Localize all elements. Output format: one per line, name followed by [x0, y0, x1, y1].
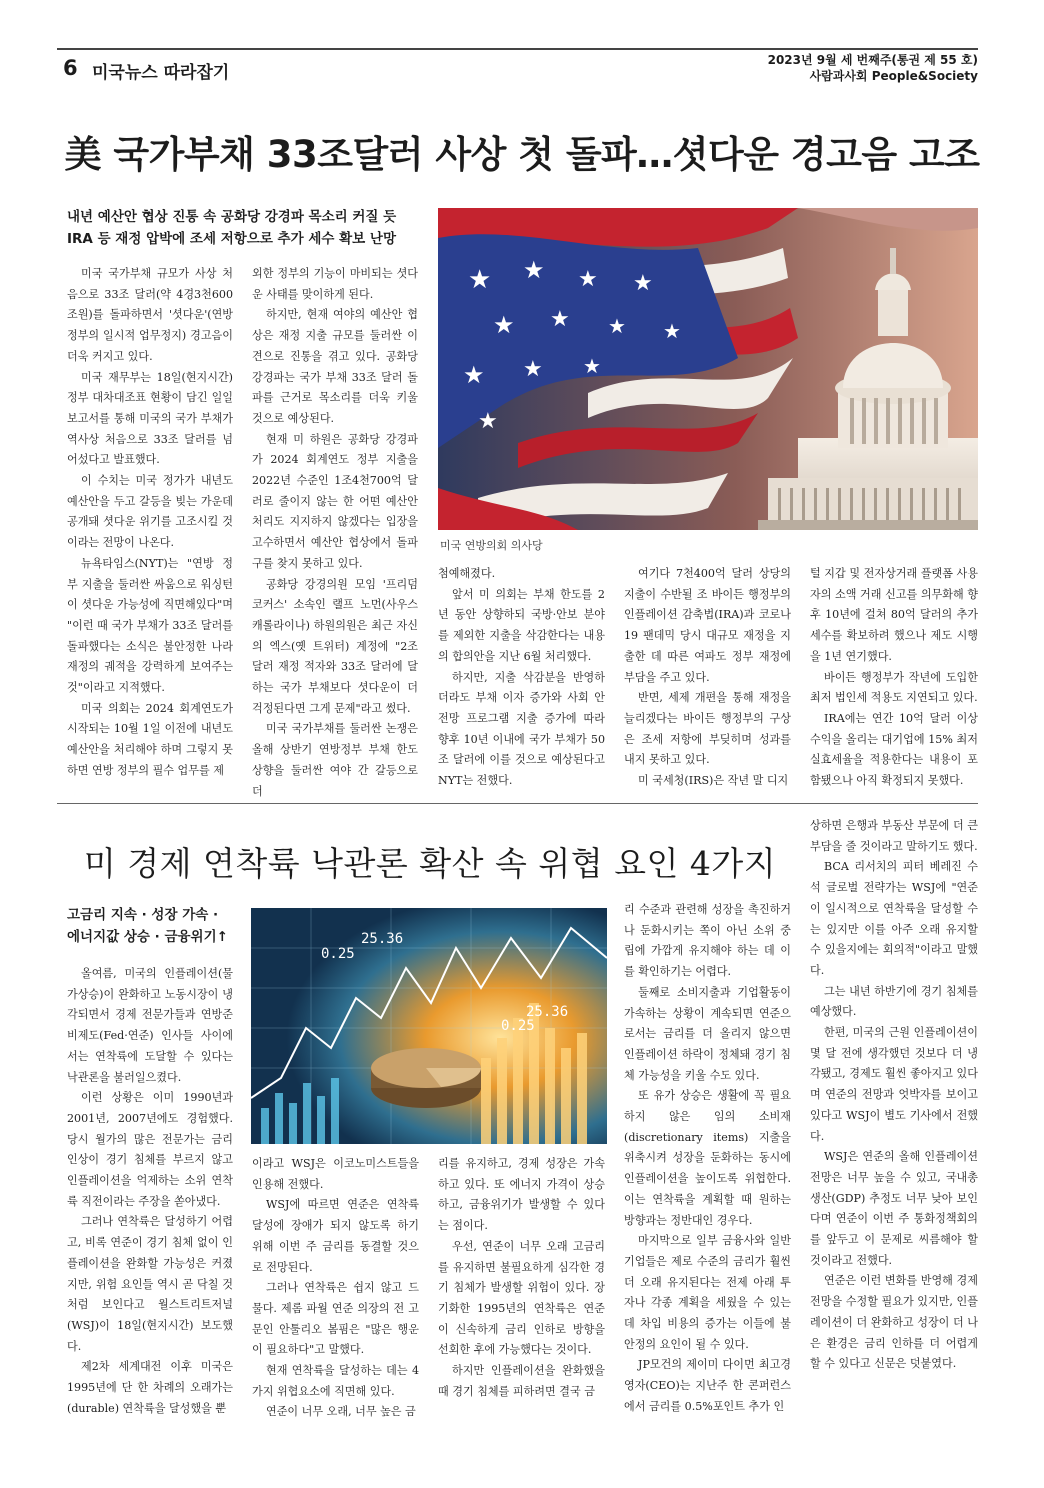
paragraph: 앞서 미 의회는 부채 한도를 2년 동안 상향하되 국방·안보 분야를 제외한 지출을 삭감한다는 내용의 합의안을 지난 6월 처리했다. — [438, 587, 605, 663]
paragraph: 리를 유지하고, 경제 성장은 가속하고 있다. 또 에너지 가격이 상승하고, 금융위기가 발생할 수 있다는 점이다. — [438, 1157, 605, 1233]
chart-number-3: 25.36 — [526, 1004, 569, 1020]
paragraph: 외한 정부의 기능이 마비되는 셧다운 사태를 맞이하게 된다. — [252, 267, 418, 301]
paragraph: 한편, 미국의 근원 인플레이션이 몇 달 전에 생각했던 것보다 더 냉각됐고, 경제도 훨씬 좋아지고 있다며 연준의 전망과 엇박자를 보이고 있다고 WSJ이 별도 기사에서 전했다. — [810, 1026, 978, 1143]
paragraph: 하지만 인플레이션을 완화했을 때 경기 침체를 피하려면 결국 금 — [438, 1364, 605, 1398]
svg-text:★: ★ — [608, 314, 626, 338]
paragraph: BCA 리서치의 피터 베레진 수석 글로벌 전략가는 WSJ에 "연준이 일시적으로 연착륙을 달성할 수는 있지만 이를 아주 오래 유지할 수 있을지에는 회의적"이라고 말했다. — [810, 860, 978, 977]
svg-text:★: ★ — [523, 256, 545, 284]
svg-text:★: ★ — [633, 271, 653, 296]
svg-text:★: ★ — [523, 357, 543, 382]
chart-number-4: 0.25 — [501, 1018, 535, 1034]
paragraph: 연준은 이런 변화를 반영해 경제 전망을 수정할 필요가 있지만, 인플레이션이 더 완화하고 성장이 더 나은 환경은 금리 인하를 더 어렵게 할 수 있다고 신문은 덧붙였다. — [810, 1274, 978, 1371]
paragraph: WSJ은 연준의 올해 인플레이션 전망은 너무 높을 수 있고, 국내총생산(GDP) 추정도 너무 낮아 보인다며 연준이 이번 주 통화정책회의를 앞두고 이 문제로 씨름해야 할 것이라고 전했다. — [810, 1150, 978, 1267]
svg-text:★: ★ — [583, 354, 601, 378]
article2-column-1 — [67, 964, 233, 1466]
photo-caption: 미국 연방의회 의사당 — [440, 539, 543, 552]
finance-chart-illustration — [251, 908, 607, 1144]
paragraph: 또 유가 상승은 생활에 꼭 필요하지 않은 임의 소비재(discretionary items) 지출을 위축시켜 성장을 둔화하는 동시에 인플레이션을 높이도록 위협한다. 이는 연착륙을 계획할 때 원하는 방향과는 정반대인 경우다. — [624, 1089, 791, 1227]
paragraph: 우선, 연준이 너무 오래 고금리를 유지하면 불필요하게 심각한 경기 침체가 발생할 위험이 있다. 장기화한 1995년의 연착륙은 연준이 신속하게 금리 인하로 방향을 선회한 후에 가능했다는 것이다. — [438, 1239, 605, 1357]
paragraph: 올여름, 미국의 인플레이션(물가상승)이 완화하고 노동시장이 냉각되면서 경제 전문가들과 연방준비제도(Fed·연준) 인사들 사이에서는 연착륙에 도달할 수 있다는 낙관론을 불러일으켰다. — [67, 967, 233, 1084]
article2-column-5 — [810, 816, 978, 1466]
article2-subheads — [67, 904, 247, 948]
page-number: 6 — [63, 56, 78, 80]
paragraph: 현재 미 하원은 공화당 강경파가 2024 회계연도 정부 지출을 2022년 수준인 1조4천700억 달러로 줄이지 않는 한 어떤 예산안 처리도 지지하지 않겠다는 입장을 고수하면서 예산안 협상에서 돌파구를 찾지 못하고 있다. — [252, 432, 418, 570]
paragraph: 하지만, 지출 삭감분을 반영하더라도 부채 이자 증가와 사회 안전망 프로그램 지출 증가에 따라 향후 10년 이내에 국가 부채가 50조 달러에 이를 것으로 예상된다고 NYT는 전했다. — [438, 670, 605, 788]
article1-headline: 美 국가부채 33조달러 사상 첫 돌파…셧다운 경고음 고조 — [64, 133, 980, 176]
paragraph: 마지막으로 일부 금융사와 일반 기업들은 제로 수준의 금리가 훨씬 더 오래 유지된다는 전제 아래 투자나 각종 계획을 세웠을 수 있는데 차입 비용의 증가는 이들에 불안정의 요인이 될 수 있다. — [624, 1234, 791, 1351]
paragraph: 그러나 연착륙은 달성하기 어렵고, 비록 연준이 경기 침체 없이 인플레이션을 완화할 가능성은 커졌지만, 위험 요인들 역시 곧 닥칠 것처럼 보인다고 월스트리트저널(WSJ)이 18일(현지시간) 보도했다. — [67, 1215, 233, 1353]
paragraph: 첨예해졌다. — [438, 567, 496, 580]
capitol-flag-photo — [438, 208, 978, 530]
article1-subheads — [67, 206, 427, 250]
paragraph: 상하면 은행과 부동산 부문에 더 큰 부담을 줄 것이라고 말하기도 했다. — [810, 819, 978, 853]
paragraph: 그는 내년 하반기에 경기 침체를 예상했다. — [810, 984, 978, 1019]
paper-name: 사람과사회 People&Society — [809, 69, 978, 83]
article1-subhead-2: IRA 등 재정 압박에 조세 저항으로 추가 세수 확보 난망 — [67, 231, 396, 247]
paragraph: 미국 국가부채를 둘러싼 논쟁은 올해 상반기 연방정부 부채 한도 상향을 둘러싼 여야 간 갈등으로 더 — [252, 722, 418, 798]
paragraph: 바이든 행정부가 작년에 도입한 최저 법인세 적용도 지연되고 있다. — [810, 670, 978, 705]
svg-text:★: ★ — [478, 409, 498, 434]
paragraph: 이 수치는 미국 정가가 내년도 예산안을 두고 갈등을 빚는 가운데 공개돼 셧다운 위기를 고조시킬 것이라는 전망이 나온다. — [67, 474, 233, 550]
chart-number-2: 0.25 — [321, 946, 355, 962]
paragraph: 제2차 세계대전 이후 미국은 1995년에 단 한 차례의 오래가는(durable) 연착륙을 달성했을 뿐 — [67, 1360, 233, 1415]
finance-chart-photo — [251, 908, 607, 1144]
edition-info: 2023년 9월 세 번째주(통권 제 55 호) — [767, 53, 978, 67]
paragraph: 공화당 강경의원 모임 '프리덤 코커스' 소속인 랠프 노먼(사우스캐롤라이나) 하원의원은 최근 자신의 엑스(옛 트위터) 계정에 "2조 달러 재정 적자와 33조 달러에 달하는 국가 부채보다 셧다운이 더 걱정된다면 그게 문제"라고 썼다. — [252, 577, 418, 715]
paragraph: 리 수준과 관련해 성장을 촉진하거나 둔화시키는 쪽이 아닌 소위 중립에 가깝게 유지해야 하는 데 이를 확인하기는 어렵다. — [624, 903, 791, 979]
paragraph: 이런 상황은 이미 1990년과 2001년, 2007년에도 경험했다. 당시 월가의 많은 전문가는 금리 인상이 경기 침체를 부르지 않고 인플레이션을 억제하는 소위 연착륙 직전이라는 주장을 쏟아냈다. — [67, 1091, 233, 1208]
article1-column-5 — [810, 564, 978, 798]
paragraph: 이라고 WSJ은 이코노미스트들을 인용해 전했다. — [252, 1157, 419, 1191]
pie-chart-3d — [371, 1048, 481, 1108]
paragraph: 뉴욕타임스(NYT)는 "연방 정부 지출을 둘러싼 싸움으로 워싱턴이 셧다운 가능성에 직면해있다"며 "이런 때 국가 부채가 33조 달러를 돌파했다는 소식은 불안정한 나라 재정의 궤적을 강력하게 보여주는 것"이라고 지적했다. — [67, 556, 233, 695]
svg-text:★: ★ — [578, 267, 598, 292]
chart-number-1: 25.36 — [361, 931, 404, 947]
paragraph: 미국 의회는 2024 회계연도가 시작되는 10월 1일 이전에 내년도 예산안을 처리해야 하며 그렇지 못하면 연방 정부의 필수 업무를 제 — [67, 701, 233, 777]
article2-subhead-2: 에너지값 상승 · 금융위기↑ — [67, 929, 228, 945]
paragraph: 현재 연착륙을 달성하는 데는 4가지 위협요소에 직면해 있다. — [252, 1364, 419, 1398]
paragraph: JP모건의 제이미 다이먼 최고경영자(CEO)는 지난주 한 콘퍼런스에서 금리를 0.5%포인트 추가 인 — [624, 1358, 791, 1413]
paragraph: 그러나 연착륙은 쉽지 않고 드물다. 제롬 파월 연준 의장의 전 고문인 안툴리오 봄핌은 "많은 행운이 필요하다"고 말했다. — [252, 1281, 419, 1357]
article1-column-3 — [438, 564, 605, 798]
article2-column-3 — [438, 1154, 605, 1466]
paragraph: 둘째로 소비지출과 기업활동이 가속하는 상황이 계속되면 연준으로서는 금리를 더 올리지 않으면 인플레이션 하락이 정체돼 경기 침체 가능성을 키울 수도 있다. — [624, 985, 791, 1082]
paragraph: 하지만, 현재 여야의 예산안 협상은 재정 지출 규모를 둘러싼 이견으로 진통을 겪고 있다. 공화당 강경파는 국가 부채 33조 달러 돌파를 근거로 목소리를 더욱 키울 것으로 예상된다. — [252, 308, 418, 425]
article-divider — [57, 803, 978, 804]
capitol-flag-illustration — [438, 208, 978, 530]
paragraph: 미국 국가부채 규모가 사상 처음으로 33조 달러(약 4경3천600조원)를 돌파하면서 '셧다운'(연방정부의 일시적 업무정지) 경고음이 더욱 커지고 있다. — [67, 267, 233, 363]
paragraph: 미국 재무부는 18일(현지시간) 정부 대차대조표 현황이 담긴 일일 보고서를 통해 미국의 국가 부채가 역사상 처음으로 33조 달러를 넘어섰다고 발표했다. — [67, 370, 233, 467]
article1-subhead-1: 내년 예산안 협상 진통 속 공화당 강경파 목소리 커질 듯 — [67, 209, 397, 225]
article1-column-1 — [67, 264, 233, 798]
svg-text:★: ★ — [550, 307, 570, 332]
svg-text:★: ★ — [468, 265, 492, 295]
paragraph: 반면, 세제 개편을 통해 재정을 늘리겠다는 바이든 행정부의 구상은 조세 저항에 부딪히며 성과를 내지 못하고 있다. — [624, 691, 791, 767]
paragraph: 미 국세청(IRS)은 작년 말 디지 — [638, 774, 789, 788]
article2-headline: 미 경제 연착륙 낙관론 확산 속 위협 요인 4가지 — [83, 844, 777, 883]
section-title: 미국뉴스 따라잡기 — [92, 63, 230, 83]
paragraph: IRA에는 연간 10억 달러 이상 수익을 올리는 대기업에 15% 최저실효세율을 적용한다는 내용이 포함됐으나 아직 확정되지 못했다. — [810, 711, 978, 788]
paragraph: 털 지갑 및 전자상거래 플랫폼 사용자의 소액 거래 신고를 의무화해 향후 10년에 걸쳐 80억 달러의 추가 세수를 확보하려 했으나 제도 시행을 1년 연기했다. — [810, 567, 978, 663]
paragraph: WSJ에 따르면 연준은 연착륙 달성에 장애가 되지 않도록 하기 위해 이번 주 금리를 동결할 것으로 전망된다. — [252, 1198, 419, 1274]
paragraph: 여기다 7천400억 달러 상당의 지출이 수반될 조 바이든 행정부의 인플레이션 감축법(IRA)과 코로나19 팬데믹 당시 대규모 재정을 지출한 데 따른 여파도 정부 재정에 부담을 주고 있다. — [624, 567, 791, 684]
svg-text:★: ★ — [493, 311, 515, 339]
article1-column-2 — [252, 264, 418, 798]
article2-column-4 — [624, 900, 791, 1466]
svg-text:★: ★ — [463, 361, 485, 389]
article2-column-2 — [252, 1154, 419, 1466]
article2-subhead-1: 고금리 지속 · 성장 가속 · — [67, 907, 219, 923]
svg-text:★: ★ — [663, 319, 681, 343]
top-rule — [57, 48, 978, 50]
paragraph: 연준이 너무 오래, 너무 높은 금 — [266, 1405, 416, 1419]
article1-column-4 — [624, 564, 791, 798]
